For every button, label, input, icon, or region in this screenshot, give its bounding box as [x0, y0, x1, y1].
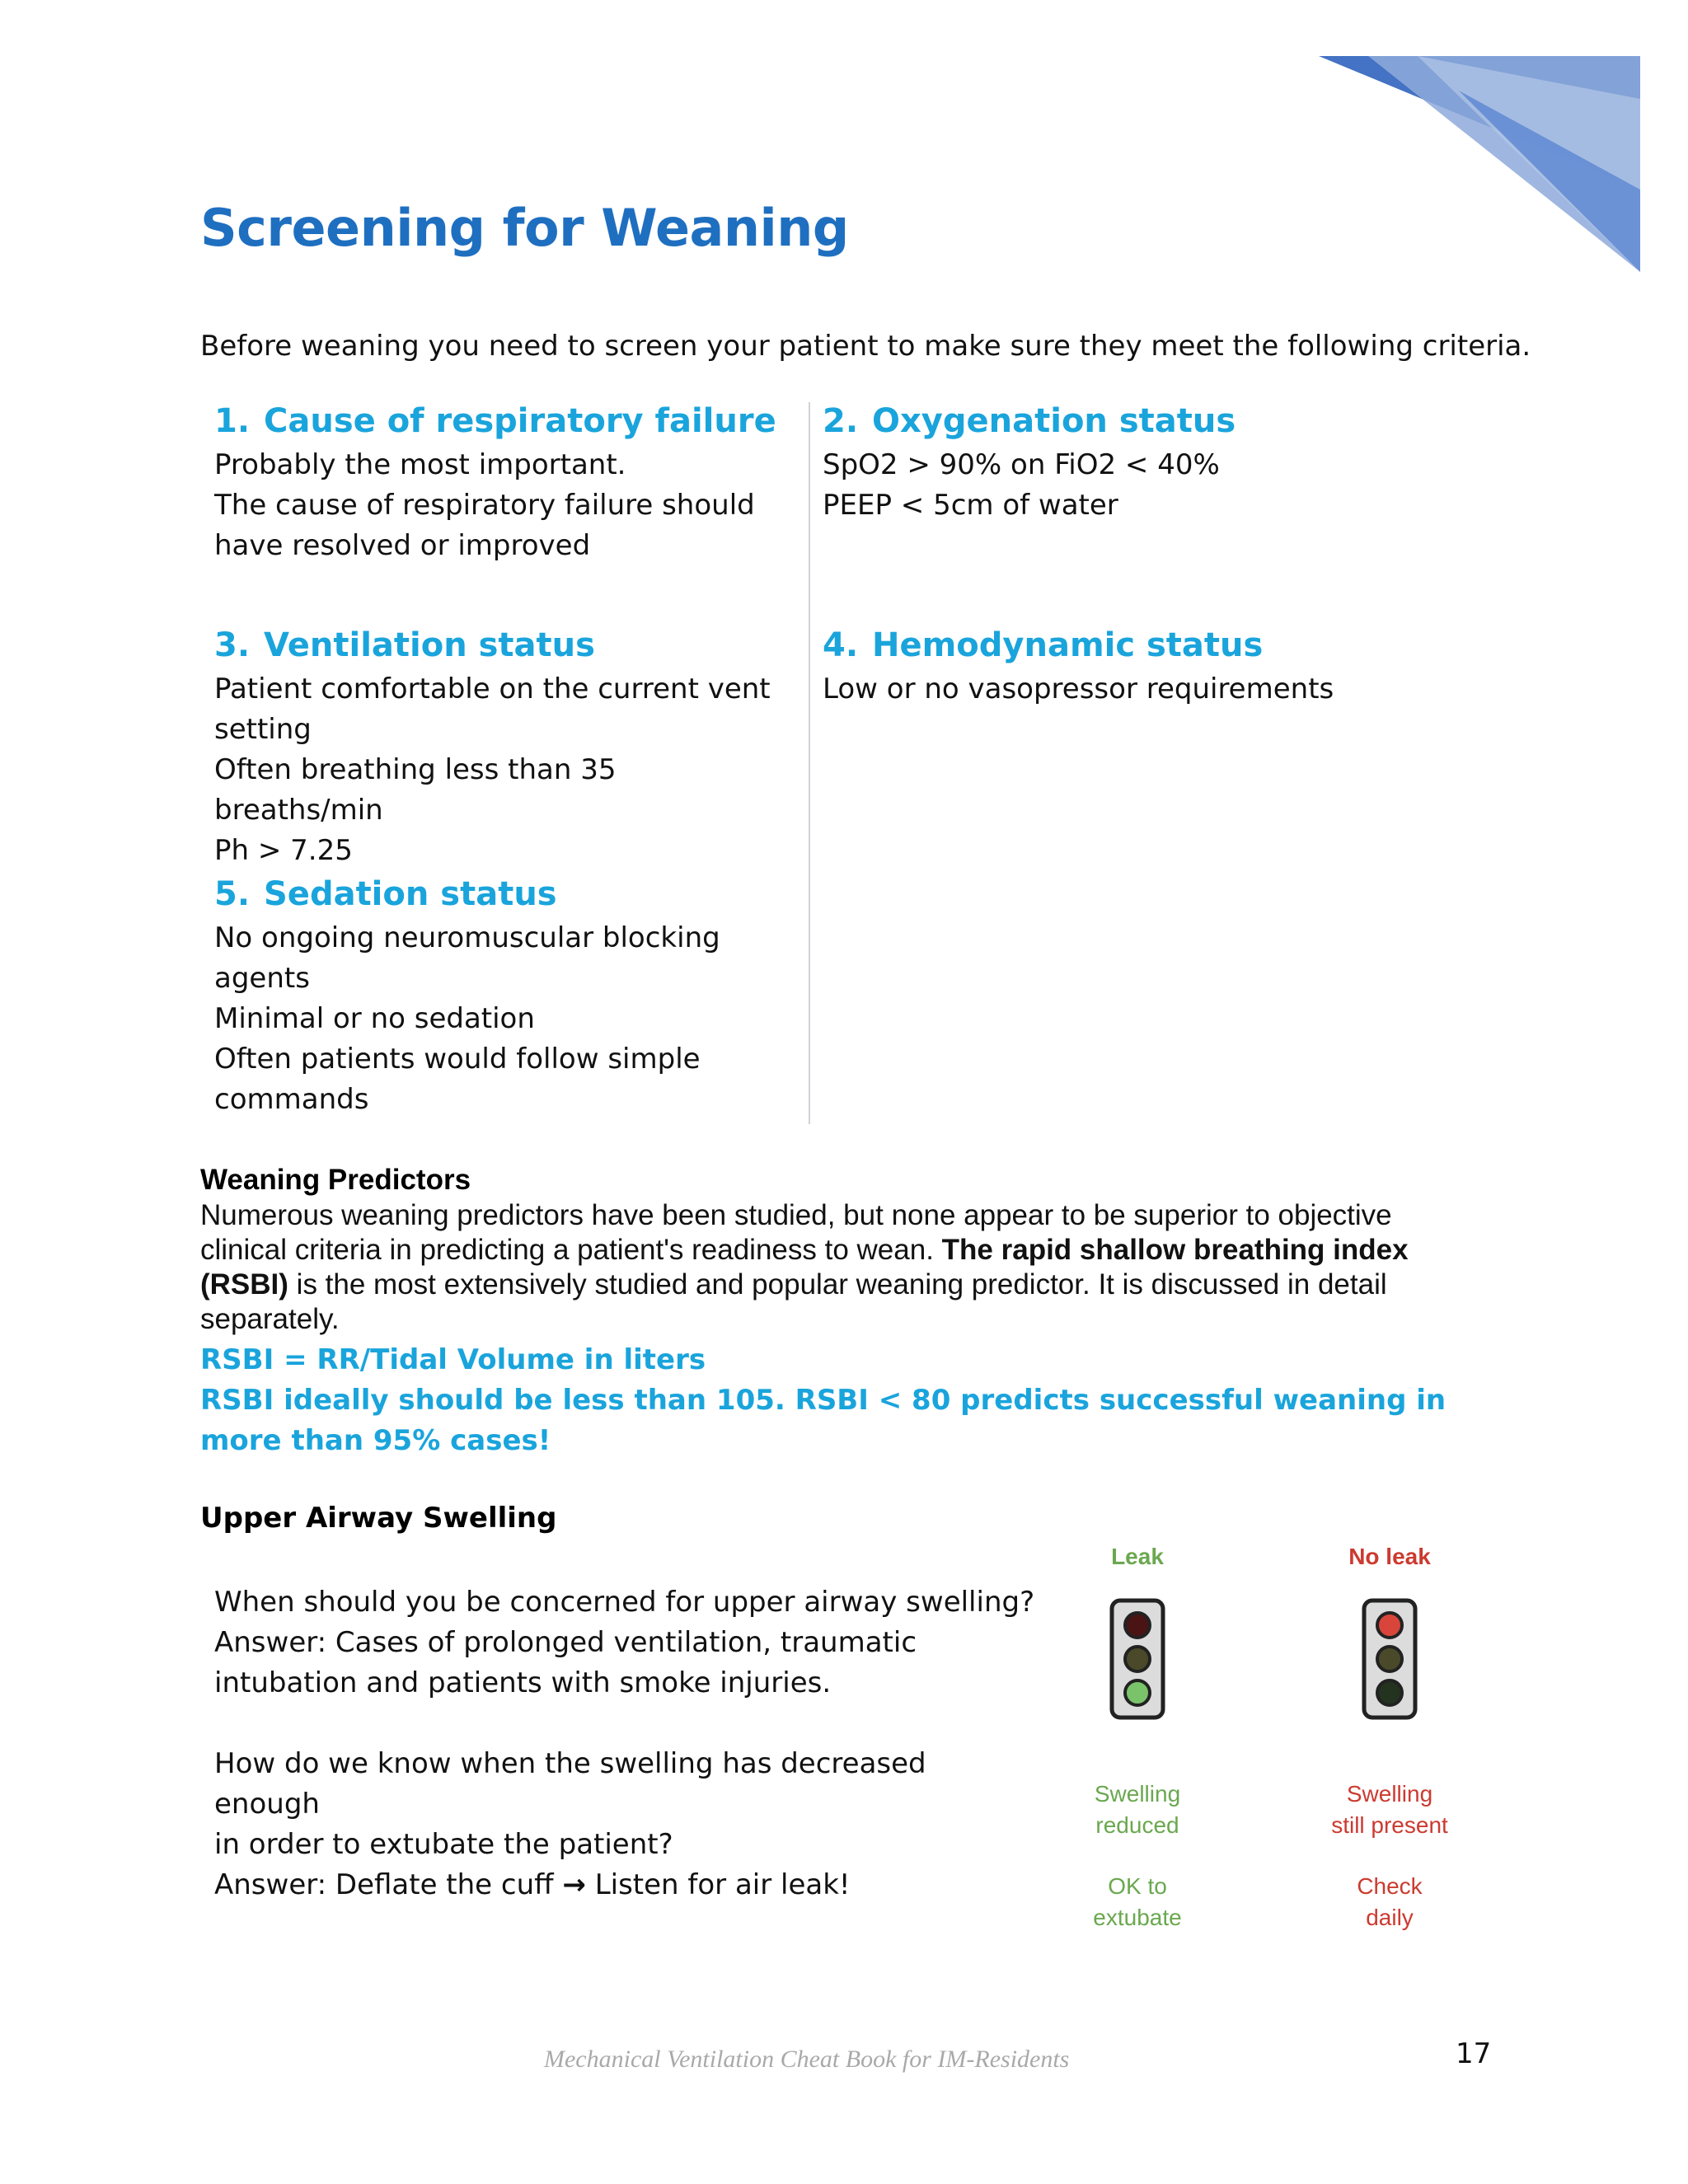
traffic-light-red-icon	[1361, 1597, 1418, 1721]
criterion-line: have resolved or improved	[214, 529, 591, 562]
predictors-text: is the most extensively studied and popular weaning predictor. It is discussed in detail separately.	[200, 1268, 1387, 1335]
criterion-number: 2.	[823, 402, 859, 440]
rsbi-term: The rapid shallow breathing index (RSBI)	[200, 1234, 1409, 1301]
noleak-label: No leak	[1348, 1544, 1431, 1569]
arrow-icon: →	[562, 1868, 586, 1901]
airway-answer: Answer: Cases of prolonged ventilation, traumatic	[214, 1626, 917, 1659]
action-line: OK to	[1108, 1873, 1167, 1899]
criterion-line: Low or no vasopressor requirements	[823, 673, 1334, 705]
noleak-description	[1291, 1779, 1489, 1844]
airway-text	[214, 1582, 1039, 1905]
criterion-5	[214, 875, 791, 1120]
criterion-title: Hemodynamic status	[872, 626, 1264, 664]
criterion-number: 3.	[214, 626, 251, 664]
criterion-title: Sedation status	[264, 875, 557, 913]
criterion-2	[823, 402, 1482, 526]
airway-answer	[214, 1865, 1039, 1905]
criterion-title: Oxygenation status	[872, 402, 1236, 440]
airway-question: When should you be concerned for upper airway swelling?	[214, 1586, 1035, 1619]
leak-description	[1039, 1779, 1236, 1844]
criterion-line: Minimal or no sedation	[214, 1002, 535, 1035]
action-line: Check	[1357, 1873, 1423, 1899]
criterion-title: Cause of respiratory failure	[264, 402, 776, 440]
answer-text: Answer: Deflate the cuff	[214, 1868, 563, 1901]
footer-book-title: Mechanical Ventilation Cheat Book for IM-Residents	[544, 2046, 1070, 2073]
criterion-number: 5.	[214, 875, 251, 913]
criterion-line: Often breathing less than 35 breaths/min	[214, 753, 617, 827]
noleak-column	[1291, 1541, 1489, 1933]
desc-line: reduced	[1095, 1812, 1179, 1838]
criterion-line: Patient comfortable on the current vent	[214, 673, 771, 705]
criterion-line: No ongoing neuromuscular blocking	[214, 921, 720, 954]
criterion-3	[214, 626, 791, 871]
corner-decoration	[1319, 49, 1648, 280]
criterion-line: The cause of respiratory failure should	[214, 489, 755, 522]
criterion-number: 1.	[214, 402, 251, 440]
column-divider	[809, 402, 810, 1124]
desc-line: Swelling	[1094, 1781, 1181, 1807]
action-line: daily	[1366, 1905, 1414, 1930]
criterion-line: PEEP < 5cm of water	[823, 489, 1118, 522]
leak-label: Leak	[1111, 1544, 1164, 1569]
predictors-paragraph	[200, 1198, 1486, 1337]
desc-line: Swelling	[1346, 1781, 1433, 1807]
airway-answer: intubation and patients with smoke injuries.	[214, 1666, 832, 1699]
action-line: extubate	[1093, 1905, 1182, 1930]
predictors-text: Numerous weaning predictors have been studied, but none appear to be superior to objective clinical criteria in predicting a patient's readiness to wean.	[200, 1199, 1392, 1266]
criterion-line: setting	[214, 713, 312, 746]
intro-text: Before weaning you need to screen your patient to make sure they meet the following criteria.	[200, 330, 1531, 363]
rsbi-formula: RSBI = RR/Tidal Volume in liters	[200, 1343, 706, 1376]
criterion-line: agents	[214, 962, 310, 995]
criterion-line: Ph > 7.25	[214, 834, 353, 867]
airway-question: How do we know when the swelling has decreased enough	[214, 1747, 926, 1821]
leak-column	[1039, 1541, 1236, 1933]
criterion-line: Often patients would follow simple	[214, 1043, 701, 1076]
page-title: Screening for Weaning	[200, 198, 849, 258]
airway-heading: Upper Airway Swelling	[200, 1502, 557, 1535]
criterion-number: 4.	[823, 626, 859, 664]
rsbi-note: RSBI ideally should be less than 105. RSBI < 80 predicts successful weaning in more than 95% cases!	[200, 1384, 1447, 1457]
criterion-4	[823, 626, 1482, 710]
traffic-light-green-icon	[1109, 1597, 1166, 1721]
predictors-heading: Weaning Predictors	[200, 1164, 471, 1196]
criterion-line: Probably the most important.	[214, 448, 626, 481]
answer-text: Listen for air leak!	[585, 1868, 851, 1901]
page-number: 17	[1456, 2037, 1492, 2070]
leak-action	[1039, 1871, 1236, 1933]
criterion-line: SpO2 > 90% on FiO2 < 40%	[823, 448, 1220, 481]
airway-question: in order to extubate the patient?	[214, 1828, 673, 1861]
criterion-1	[214, 402, 791, 566]
desc-line: still present	[1331, 1812, 1448, 1838]
criterion-title: Ventilation status	[264, 626, 595, 664]
cuff-leak-figure	[1039, 1541, 1517, 1937]
criterion-line: commands	[214, 1083, 369, 1116]
noleak-action	[1291, 1871, 1489, 1933]
